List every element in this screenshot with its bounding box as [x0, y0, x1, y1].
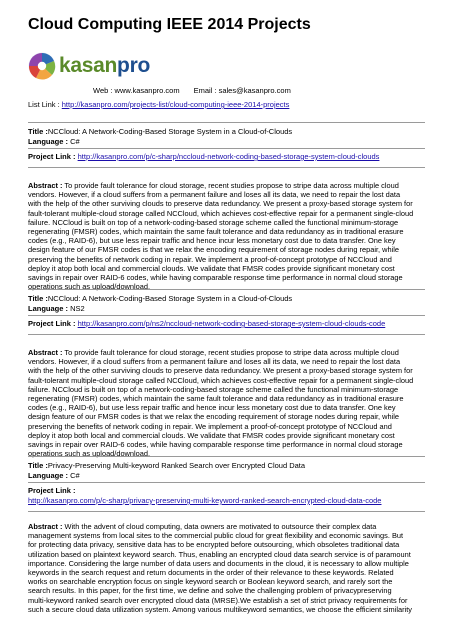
list-link[interactable]: http://kasanpro.com/projects-list/cloud-computing-ieee-2014-projects [61, 100, 290, 109]
abstract-line: operations such as upload/download. [28, 449, 151, 459]
abstract-line: regenerating (FMSR) codes, which maintain the same fault tolerance and data redundancy as in traditional erasure [28, 227, 404, 237]
abstract-line: codes (e.g., RAID-6), but use less repair traffic and hence incur less monetary cost due to data transfer. One key [28, 403, 396, 413]
section-divider [28, 315, 425, 316]
abstract-line: design feature of our FMSR codes is that we relax the encoding requirement of storage nodes during repair, while [28, 412, 399, 422]
project-2-link-row: Project Link : http://kasanpro.com/p/ns2/nccloud-network-coding-based-storage-system-cloud-clouds-code [28, 319, 386, 328]
project-2-abstract [28, 348, 425, 458]
abstract-line: Abstract : With the advent of cloud computing, data owners are motivated to outsource their complex data [28, 522, 377, 531]
abstract-line: failure. NCCloud is built on top of a network-coding-based storage scheme called the functional minimum-storage [28, 384, 399, 394]
abstract-line: regenerating (FMSR) codes, which maintain the same fault tolerance and data redundancy as in traditional erasure [28, 394, 404, 404]
email-value: sales@kasanpro.com [218, 86, 291, 95]
kasanpro-wordmark: kasanpro [59, 54, 150, 77]
abstract-line: preserving the benefits of network coding in repair. We implement a proof-of-concept prototype of NCCloud and [28, 254, 392, 264]
project-3-language: C# [70, 470, 80, 480]
project-2-link[interactable]: http://kasanpro.com/p/ns2/nccloud-network-coding-based-storage-system-cloud-clouds-code [77, 319, 386, 328]
abstract-line: management systems from local sites to the commercial public cloud for great flexibility and economic savings. But [28, 531, 404, 541]
project-1-language: C# [70, 136, 80, 146]
email-label: Email : [193, 86, 219, 95]
project-2-meta: Title :NCCloud: A Network-Coding-Based Storage System in a Cloud-of-Clouds Language : NS2 [28, 294, 293, 313]
abstract-line: such a secure cloud data utilization system. Among various multikeyword semantics, we choose the efficient similarity [28, 604, 412, 614]
abstract-line: multi-keyword ranked search over encrypted cloud data (MRSE).We establish a set of strict privacy requirements for [28, 595, 408, 605]
abstract-line: fault-tolerant multiple-cloud storage called NCCloud, which achieves cost-effective repair for a permanent single-cloud [28, 375, 414, 385]
section-divider [28, 334, 425, 335]
section-divider [28, 167, 425, 168]
kasanpro-logo [28, 52, 150, 80]
abstract-line: deploy it atop both local and commercial clouds. We validate that FMSR codes provide significant monetary cost [28, 263, 395, 273]
project-1-meta: Title :NCCloud: A Network-Coding-Based Storage System in a Cloud-of-Clouds Language : C# [28, 127, 293, 146]
section-divider [28, 148, 425, 149]
section-divider [28, 456, 425, 457]
abstract-label: Abstract : [28, 348, 63, 357]
abstract-label: Abstract : [28, 522, 63, 531]
project-1-title: NCCloud: A Network-Coding-Based Storage System in a Cloud-of-Clouds [47, 127, 293, 136]
abstract-line: works on searchable encryption focus on single keyword search or Boolean keyword search, and rarely sort the [28, 577, 393, 587]
abstract-line: failure. NCCloud is built on top of a network-coding-based storage scheme called the functional minimum-storage [28, 217, 399, 227]
abstract-line: deploy it atop both local and commercial clouds. We validate that FMSR codes provide significant monetary cost [28, 430, 395, 440]
project-3-abstract [28, 522, 425, 634]
abstract-line: operations such as upload/download. [28, 282, 151, 292]
abstract-line: Abstract : To provide fault tolerance for cloud storage, recent studies propose to stripe data across multiple cloud [28, 181, 399, 190]
section-divider [28, 122, 425, 123]
project-3-title: Privacy-Preserving Multi-keyword Ranked Search over Encrypted Cloud Data [47, 461, 306, 470]
kasanpro-logo-icon [28, 52, 56, 80]
abstract-line: utilization based on plaintext keyword search. Thus, enabling an encrypted cloud data search service is of paramount [28, 549, 411, 559]
section-divider [28, 482, 425, 483]
web-label: Web : [93, 86, 115, 95]
document-title: Cloud Computing IEEE 2014 Projects [28, 16, 311, 33]
abstract-line: Abstract : To provide fault tolerance for cloud storage, recent studies propose to stripe data across multiple cloud [28, 348, 399, 357]
abstract-line: codes (e.g., RAID-6), but use less repair traffic and hence incur less monetary cost due to data transfer. One key [28, 236, 396, 246]
project-3-link-row: Project Link : http://kasanpro.com/p/c-sharp/privacy-preserving-multi-keyword-ranked-search-encrypted-cloud-data-code [28, 486, 382, 505]
abstract-line: keywords in the search request and return documents in the order of their relevance to these keywords. Related [28, 568, 394, 578]
abstract-line: search results. In this paper, for the first time, we define and solve the challenging problem of privacypreserving [28, 586, 392, 596]
abstract-line: design feature of our FMSR codes is that we relax the encoding requirement of storage nodes during repair, while [28, 245, 399, 255]
abstract-line: vendors. However, if a cloud suffers from a permanent failure and loses all its data, we need to repair the lost data [28, 190, 401, 200]
abstract-line: for protecting data privacy, sensitive data has to be encrypted before outsourcing, which obsoletes traditional data [28, 540, 400, 550]
project-1-link[interactable]: http://kasanpro.com/p/c-sharp/nccloud-network-coding-based-storage-system-cloud-clouds [77, 152, 380, 161]
project-2-title: NCCloud: A Network-Coding-Based Storage System in a Cloud-of-Clouds [47, 294, 293, 303]
abstract-line: with the help of the other surviving clouds to preserve data redundancy. We present a proxy-based storage system for [28, 366, 413, 376]
project-3-meta: Title :Privacy-Preserving Multi-keyword Ranked Search over Encrypted Cloud Data Language : C# [28, 461, 306, 480]
abstract-line: savings in repair over RAID-6 codes, while having comparable response time performance in normal cloud storage [28, 273, 403, 283]
abstract-line: preserving the benefits of network coding in repair. We implement a proof-of-concept prototype of NCCloud and [28, 421, 392, 431]
abstract-line: fault-tolerant multiple-cloud storage called NCCloud, which achieves cost-effective repair for a permanent single-cloud [28, 208, 414, 218]
project-3-link[interactable]: http://kasanpro.com/p/c-sharp/privacy-preserving-multi-keyword-ranked-search-encrypted-cloud-data-code [28, 496, 382, 505]
abstract-line: importance. Considering the large number of data users and documents in the cloud, it is necessary to allow multiple [28, 558, 409, 568]
section-divider [28, 289, 425, 290]
list-link-line [28, 100, 289, 109]
abstract-label: Abstract : [28, 181, 63, 190]
abstract-line: vendors. However, if a cloud suffers from a permanent failure and loses all its data, we need to repair the lost data [28, 357, 401, 367]
contact-line [93, 86, 291, 95]
project-1-link-row: Project Link : http://kasanpro.com/p/c-sharp/nccloud-network-coding-based-storage-system-cloud-clouds [28, 152, 380, 161]
abstract-line: savings in repair over RAID-6 codes, while having comparable response time performance in normal cloud storage [28, 440, 403, 450]
project-1-abstract [28, 181, 425, 291]
list-link-label: List Link : [28, 100, 62, 109]
project-2-language: NS2 [70, 303, 85, 313]
section-divider [28, 511, 425, 512]
web-value: www.kasanpro.com [114, 86, 180, 95]
abstract-line: with the help of the other surviving clouds to preserve data redundancy. We present a proxy-based storage system for [28, 199, 413, 209]
